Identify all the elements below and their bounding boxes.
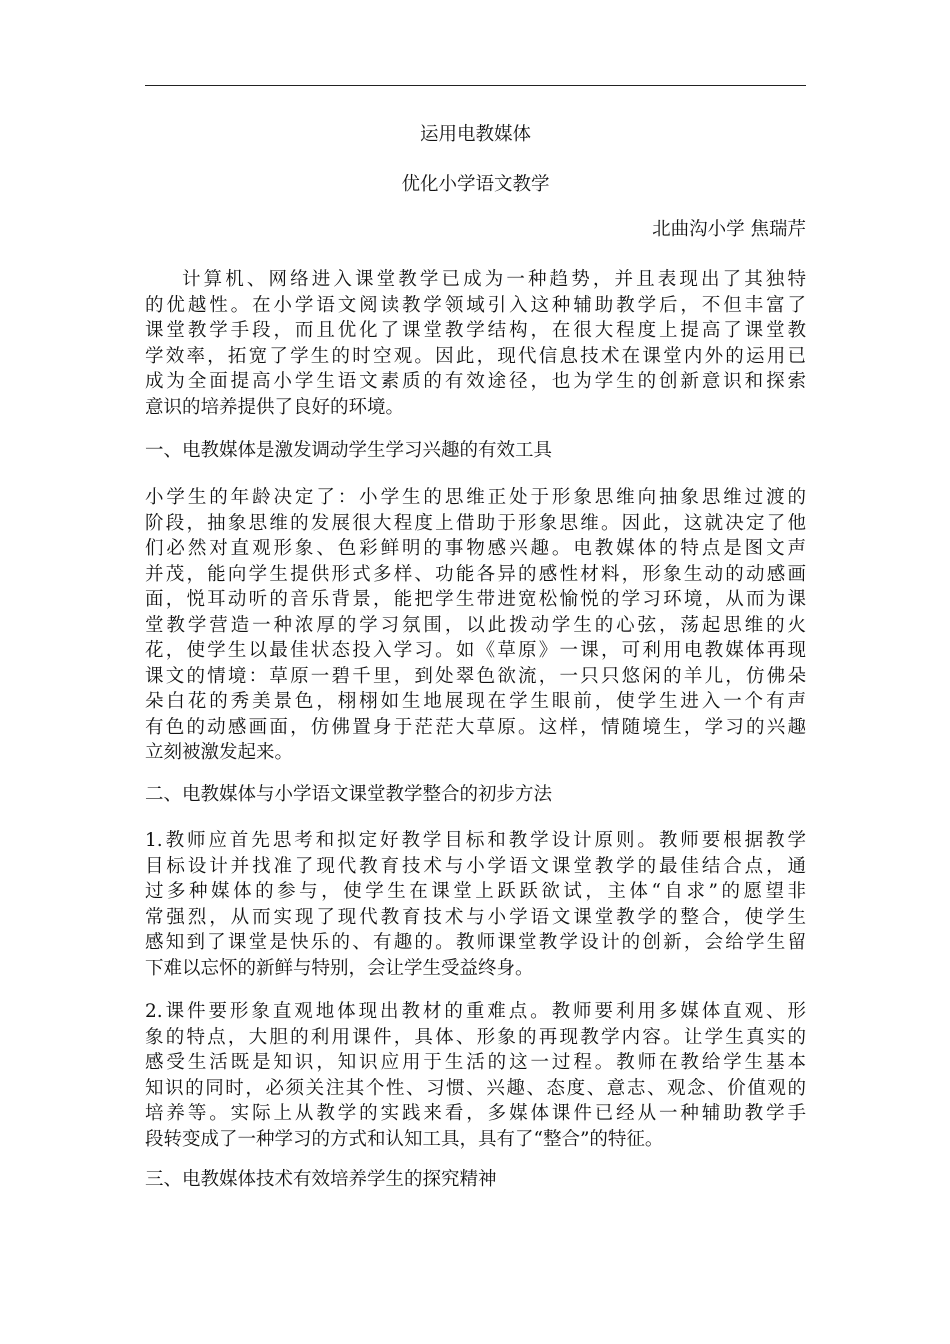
text-line: 知识的同时，必须关注其个性、习惯、兴趣、态度、意志、观念、价值观的 [145,1077,806,1099]
text-line: 计算机、网络进入课堂教学已成为一种趋势，并且表现出了其独特 [182,269,806,290]
text-line: 目标设计并找准了现代教育技术与小学语文课堂教学的最佳结合点，通 [145,855,806,877]
document-subtitle: 优化小学语文教学 [401,174,550,195]
document-author: 北曲沟小学 焦瑞芹 [652,219,806,240]
intro-paragraph [145,267,806,420]
section-2-paragraph-2 [145,999,806,1152]
text-line: 感受生活既是知识，知识应用于生活的这一过程。教师在教给学生基本 [145,1052,806,1073]
text-line: 段转变成了一种学习的方式和认知工具，具有了“整合”的特征。 [145,1128,664,1150]
text-line: 2.课件要形象直观地体现出教材的重难点。教师要利用多媒体直观、形 [145,1001,806,1022]
document-title: 运用电教媒体 [419,124,531,145]
text-line: 立刻被激发起来。 [145,742,294,763]
text-line: 花，使学生以最佳状态投入学习。如《草原》一课，可利用电教媒体再现 [145,640,806,661]
text-line: 有色的动感画面，仿佛置身于茫茫大草原。这样，情随境生，学习的兴趣 [145,716,806,738]
section-1-paragraph [145,485,806,766]
text-line: 过多种媒体的参与，使学生在课堂上跃跃欲试，主体“自求”的愿望非 [145,881,806,902]
text-line: 阶段，抽象思维的发展很大程度上借助于形象思维。因此，这就决定了他 [145,512,806,534]
text-line: 课文的情境：草原一碧千里，到处翠色欲流，一只只悠闲的羊儿，仿佛朵 [145,665,806,687]
text-line: 小学生的年龄决定了：小学生的思维正处于形象思维向抽象思维过渡的 [145,487,806,508]
section-1-heading: 一、电教媒体是激发调动学生学习兴趣的有效工具 [145,440,553,461]
section-2-heading: 二、电教媒体与小学语文课堂教学整合的初步方法 [145,784,553,805]
text-line: 们必然对直观形象、色彩鲜明的事物感兴趣。电教媒体的特点是图文声 [145,538,806,559]
text-line: 堂教学营造一种浓厚的学习氛围，以此拨动学生的心弦，荡起思维的火 [145,614,806,636]
text-line: 并茂，能向学生提供形式多样、功能各异的感性材料，形象生动的动感画 [145,563,806,585]
text-line: 1.教师应首先思考和拟定好教学目标和教学设计原则。教师要根据教学 [145,830,806,851]
text-line: 的优越性。在小学语文阅读教学领域引入这种辅助教学后，不但丰富了 [145,294,806,316]
text-line: 意识的培养提供了良好的环境。 [145,396,405,418]
text-line: 培养等。实际上从教学的实践来看，多媒体课件已经从一种辅助教学手 [145,1103,806,1124]
text-line: 感知到了课堂是快乐的、有趣的。教师课堂教学设计的创新，会给学生留 [145,932,806,953]
text-line: 面，悦耳动听的音乐背景，能把学生带进宽松愉悦的学习环境，从而为课 [145,589,806,610]
text-line: 学效率，拓宽了学生的时空观。因此，现代信息技术在课堂内外的运用已 [145,345,806,367]
text-line: 常强烈，从而实现了现代教育技术与小学语文课堂教学的整合，使学生 [145,906,806,928]
text-line: 下难以忘怀的新鲜与特别，会让学生受益终身。 [145,957,534,979]
section-3-heading: 三、电教媒体技术有效培养学生的探究精神 [145,1169,497,1190]
text-line: 课堂教学手段，而且优化了课堂教学结构，在很大程度上提高了课堂教 [145,320,806,341]
text-line: 象的特点，大胆的利用课件，具体、形象的再现教学内容。让学生真实的 [145,1026,806,1048]
section-2-paragraph-1 [145,828,806,981]
header-rule [145,85,806,86]
text-line: 朵白花的秀美景色，栩栩如生地展现在学生眼前，使学生进入一个有声 [145,691,806,712]
text-line: 成为全面提高小学生语文素质的有效途径，也为学生的创新意识和探索 [145,371,806,392]
